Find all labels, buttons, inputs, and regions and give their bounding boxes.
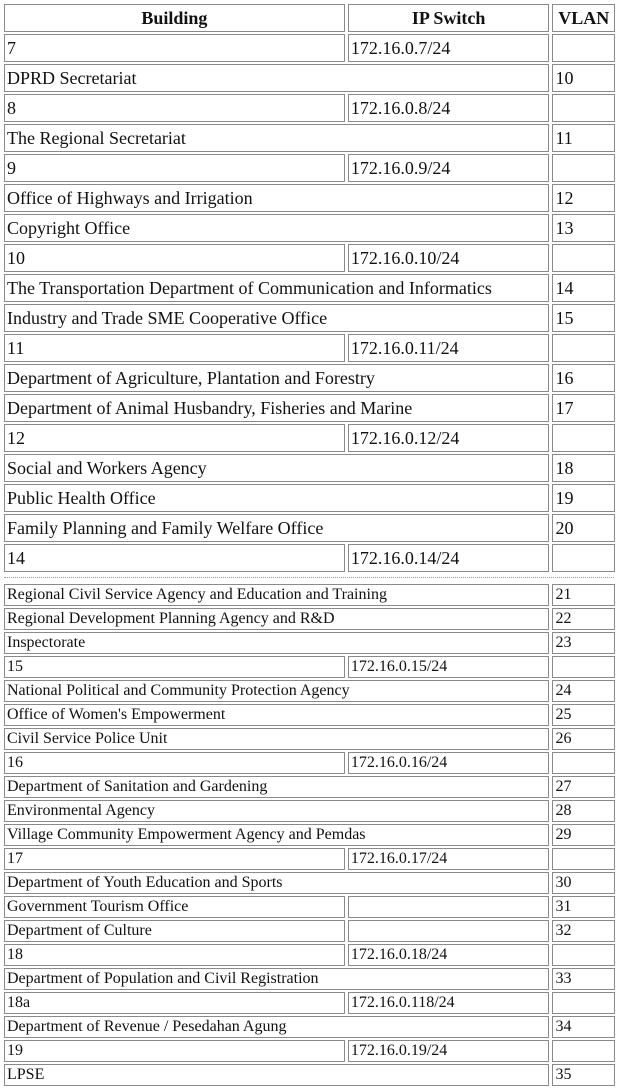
vlan-cell: 22 [552,608,615,630]
table-row [4,800,615,822]
table-row [4,364,615,392]
building-cell: Village Community Empowerment Agency and Pemdas [4,824,549,846]
building-cell: Department of Animal Husbandry, Fisheries and Marine [4,394,549,422]
building-cell: Inspectorate [4,632,549,654]
vlan-cell [552,424,615,452]
table-separator [0,574,618,582]
table-row [4,64,615,92]
table-row [4,454,615,482]
ip-switch-cell: 172.16.0.15/24 [348,656,550,678]
building-cell: 18a [4,992,345,1014]
building-cell: Government Tourism Office [4,896,345,918]
table-row [4,1016,615,1038]
table-row [4,632,615,654]
table-row [4,334,615,362]
table-row [4,514,615,542]
vlan-cell: 18 [552,454,615,482]
building-cell: Industry and Trade SME Cooperative Office [4,304,549,332]
building-cell: Family Planning and Family Welfare Office [4,514,549,542]
vlan-table-bottom [1,582,618,1088]
ip-switch-cell: 172.16.0.19/24 [348,1040,550,1062]
table-row [4,1040,615,1062]
ip-switch-cell [348,896,550,918]
building-cell: Copyright Office [4,214,549,242]
vlan-cell [552,34,615,62]
top-table-body [4,34,615,572]
vlan-cell [552,544,615,572]
table-row [4,992,615,1014]
vlan-cell: 32 [552,920,615,942]
ip-switch-cell [348,920,550,942]
building-cell: Office of Highways and Irrigation [4,184,549,212]
vlan-cell: 31 [552,896,615,918]
table-row [4,184,615,212]
vlan-cell: 28 [552,800,615,822]
ip-switch-cell: 172.16.0.17/24 [348,848,550,870]
vlan-cell [552,154,615,182]
building-cell: Social and Workers Agency [4,454,549,482]
ip-switch-cell: 172.16.0.14/24 [348,544,550,572]
vlan-cell: 10 [552,64,615,92]
table-row [4,544,615,572]
bottom-table-body [4,584,615,1086]
table-row [4,584,615,606]
table-row [4,656,615,678]
building-cell: 18 [4,944,345,966]
table-row [4,214,615,242]
building-cell: Department of Culture [4,920,345,942]
building-cell: Environmental Agency [4,800,549,822]
vlan-cell: 11 [552,124,615,152]
table-row [4,752,615,774]
vlan-cell: 15 [552,304,615,332]
header-ip-switch: IP Switch [348,4,550,32]
ip-switch-cell: 172.16.0.18/24 [348,944,550,966]
vlan-cell: 25 [552,704,615,726]
vlan-cell [552,656,615,678]
building-cell: 12 [4,424,345,452]
vlan-cell: 13 [552,214,615,242]
building-cell: Regional Civil Service Agency and Education and Training [4,584,549,606]
building-cell: 9 [4,154,345,182]
building-cell: 17 [4,848,345,870]
building-cell: 8 [4,94,345,122]
building-cell: Civil Service Police Unit [4,728,549,750]
vlan-cell: 24 [552,680,615,702]
table-row [4,484,615,512]
building-cell: Department of Youth Education and Sports [4,872,549,894]
ip-switch-cell: 172.16.0.9/24 [348,154,550,182]
table-row [4,608,615,630]
ip-switch-cell: 172.16.0.11/24 [348,334,550,362]
table-row [4,896,615,918]
table-row [4,728,615,750]
table-row [4,394,615,422]
vlan-cell: 30 [552,872,615,894]
table-row [4,274,615,302]
ip-switch-cell: 172.16.0.118/24 [348,992,550,1014]
header-vlan: VLAN [552,4,615,32]
table-row [4,34,615,62]
header-building: Building [4,4,345,32]
vlan-cell: 21 [552,584,615,606]
vlan-cell: 27 [552,776,615,798]
vlan-cell [552,334,615,362]
building-cell: 15 [4,656,345,678]
vlan-cell [552,992,615,1014]
vlan-cell [552,848,615,870]
vlan-cell [552,244,615,272]
vlan-cell: 14 [552,274,615,302]
table-row [4,94,615,122]
ip-switch-cell: 172.16.0.8/24 [348,94,550,122]
building-cell: 10 [4,244,345,272]
vlan-cell: 12 [552,184,615,212]
vlan-cell: 34 [552,1016,615,1038]
table-row [4,124,615,152]
building-cell: Regional Development Planning Agency and R&D [4,608,549,630]
ip-switch-cell: 172.16.0.7/24 [348,34,550,62]
table-row [4,424,615,452]
building-cell: Department of Agriculture, Plantation and Forestry [4,364,549,392]
table-row [4,968,615,990]
vlan-cell [552,944,615,966]
building-cell: The Transportation Department of Communication and Informatics [4,274,549,302]
vlan-cell: 35 [552,1064,615,1086]
building-cell: DPRD Secretariat [4,64,549,92]
building-cell: Department of Revenue / Pesedahan Agung [4,1016,549,1038]
vlan-cell [552,94,615,122]
vlan-cell [552,752,615,774]
table-row [4,824,615,846]
building-cell: 11 [4,334,345,362]
building-cell: 16 [4,752,345,774]
building-cell: National Political and Community Protection Agency [4,680,549,702]
table-row [4,848,615,870]
building-cell: 19 [4,1040,345,1062]
vlan-cell: 16 [552,364,615,392]
table-row [4,154,615,182]
vlan-cell: 29 [552,824,615,846]
header-row [4,4,615,32]
vlan-cell: 17 [552,394,615,422]
building-cell: Department of Population and Civil Registration [4,968,549,990]
vlan-cell: 20 [552,514,615,542]
building-cell: Office of Women's Empowerment [4,704,549,726]
vlan-cell: 23 [552,632,615,654]
table-row [4,680,615,702]
table-row [4,704,615,726]
table-row [4,1064,615,1086]
vlan-cell [552,1040,615,1062]
building-cell: The Regional Secretariat [4,124,549,152]
building-cell: Public Health Office [4,484,549,512]
ip-switch-cell: 172.16.0.16/24 [348,752,550,774]
vlan-cell: 19 [552,484,615,512]
building-cell: 14 [4,544,345,572]
vlan-table-top [1,2,618,574]
ip-switch-cell: 172.16.0.10/24 [348,244,550,272]
vlan-cell: 26 [552,728,615,750]
building-cell: LPSE [4,1064,549,1086]
table-row [4,872,615,894]
table-row [4,244,615,272]
ip-switch-cell: 172.16.0.12/24 [348,424,550,452]
building-cell: Department of Sanitation and Gardening [4,776,549,798]
table-row [4,920,615,942]
vlan-cell: 33 [552,968,615,990]
table-row [4,776,615,798]
table-row [4,304,615,332]
building-cell: 7 [4,34,345,62]
table-row [4,944,615,966]
